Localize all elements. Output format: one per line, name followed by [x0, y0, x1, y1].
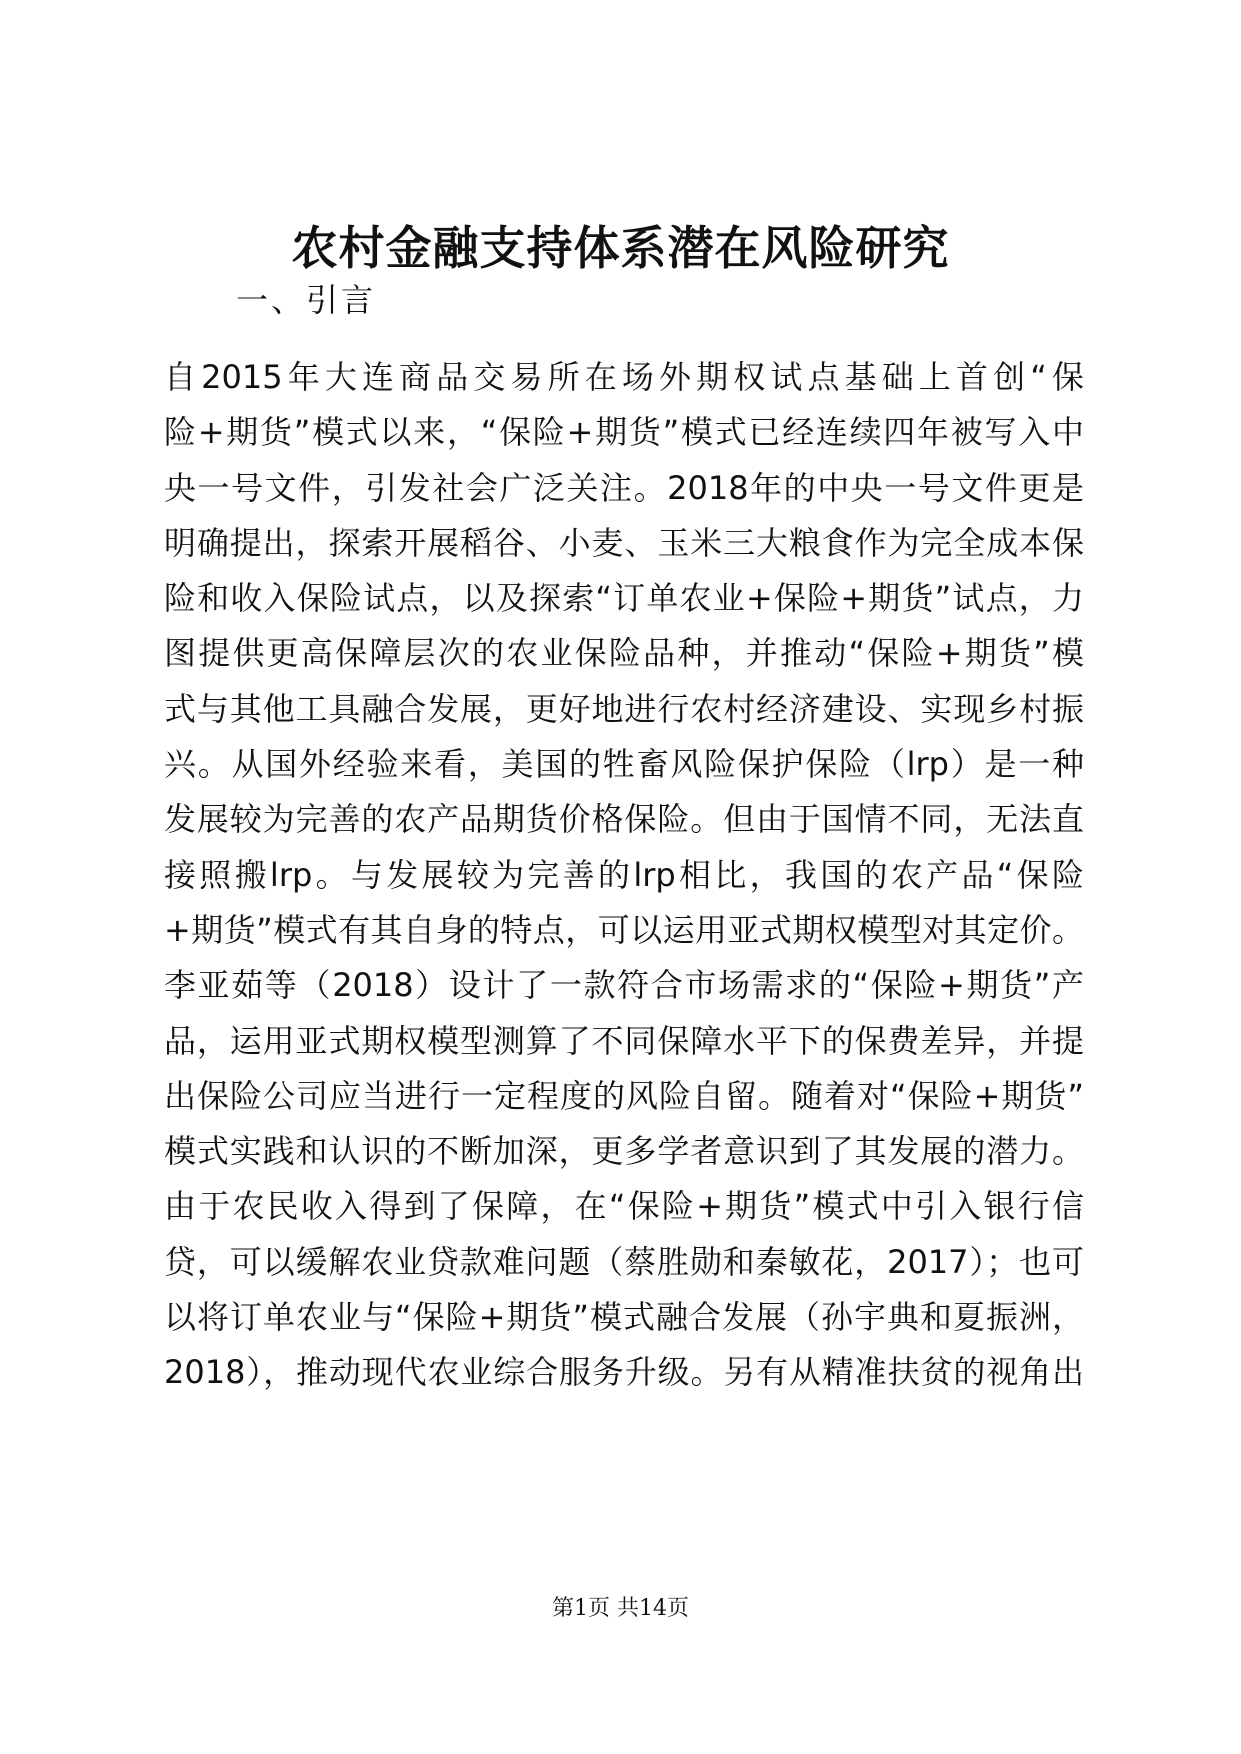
body-line-14: 出保险公司应当进行一定程度的风险自留。随着对“保险+期货”: [164, 1076, 1084, 1115]
body-line-7: 式与其他工具融合发展，更好地进行农村经济建设、实现乡村振: [164, 689, 1084, 728]
body-line-2: 险+期货”模式以来，“保险+期货”模式已经连续四年被写入中: [164, 413, 1084, 452]
body-line-19: 2018），推动现代农业综合服务升级。另有从精准扶贫的视角出: [164, 1353, 1084, 1392]
body-line-4: 明确提出，探索开展稻谷、小麦、玉米三大粮食作为完全成本保: [164, 523, 1084, 562]
body-line-1: 自2015年大连商品交易所在场外期权试点基础上首创“保: [164, 358, 1084, 396]
body-line-5: 险和收入保险试点，以及探索“订单农业+保险+期货”试点，力: [164, 579, 1084, 618]
body-line-13: 品，运用亚式期权模型测算了不同保障水平下的保费差异，并提: [164, 1021, 1084, 1060]
body-line-6: 图提供更高保障层次的农业保险品种，并推动“保险+期货”模: [164, 634, 1084, 673]
body-line-15: 模式实践和认识的不断加深，更多学者意识到了其发展的潜力。: [164, 1132, 1084, 1171]
body-line-18: 以将订单农业与“保险+期货”模式融合发展（孙宇典和夏振洲，: [164, 1298, 1084, 1337]
body-line-8: 兴。从国外经验来看，美国的牲畜风险保护保险（lrp）是一种: [164, 745, 1084, 784]
body-line-11: +期货”模式有其自身的特点，可以运用亚式期权模型对其定价。: [164, 910, 1084, 949]
page-footer: 第1页 共14页: [552, 1596, 689, 1621]
body-line-17: 贷，可以缓解农业贷款难问题（蔡胜勋和秦敏花，2017）；也可: [164, 1242, 1084, 1281]
page-title: 农村金融支持体系潜在风险研究: [291, 221, 950, 275]
body-line-12: 李亚茹等（2018）设计了一款符合市场需求的“保险+期货”产: [164, 966, 1084, 1005]
body-line-9: 发展较为完善的农产品期货价格保险。但由于国情不同，无法直: [164, 800, 1084, 839]
body-line-10: 接照搬lrp。与发展较为完善的lrp相比，我国的农产品“保险: [164, 855, 1084, 894]
section-heading: 一、引言: [236, 281, 377, 319]
body-paragraph: [164, 350, 1084, 1401]
body-line-16: 由于农民收入得到了保障，在“保险+期货”模式中引入银行信: [164, 1187, 1084, 1226]
body-line-3: 央一号文件，引发社会广泛关注。2018年的中央一号文件更是: [164, 468, 1084, 507]
